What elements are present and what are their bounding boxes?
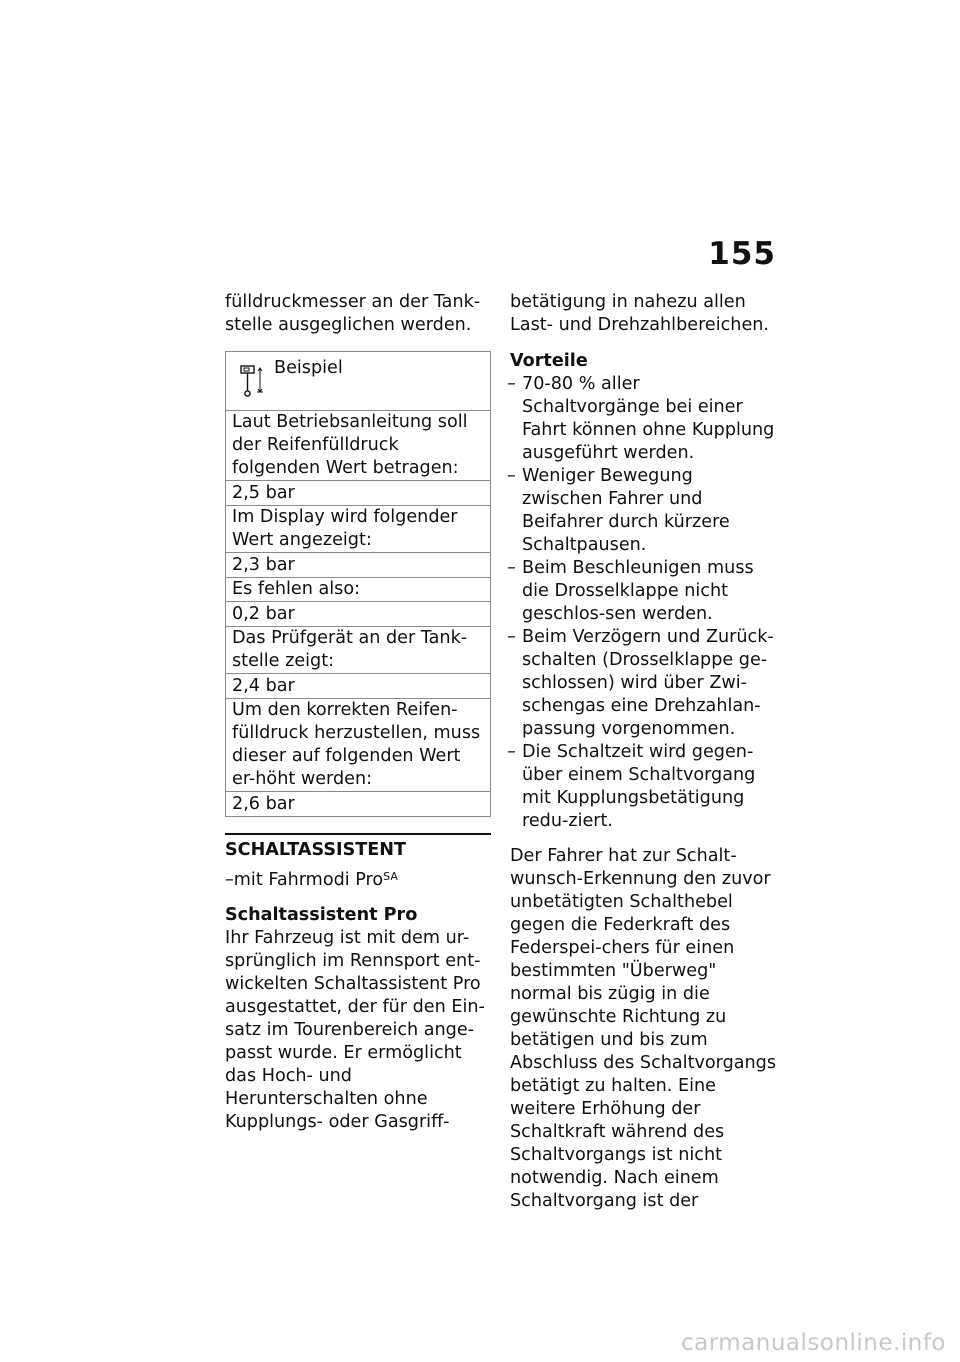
list-item-text: Weniger Bewegung zwischen Fahrer und Beifahrer durch kürzere Schaltpausen. [522, 466, 730, 555]
example-value: 2,3 bar [226, 553, 490, 578]
list-item-text: 70-80 % aller Schaltvorgänge bei einer Fahrt können ohne Kupplung ausgeführt werden. [522, 374, 775, 463]
example-value: 0,2 bar [226, 602, 490, 627]
tire-pressure-gauge-icon [240, 364, 266, 398]
example-value: 2,4 bar [226, 674, 490, 699]
equipment-note-sup: SA [383, 870, 398, 883]
right-column [507, 291, 778, 1213]
right-intro-text: betätigung in nahezu allen Last- und Drehzahlbereichen. [510, 292, 770, 335]
example-row: Es fehlen also: [226, 578, 490, 602]
list-item-text: Beim Beschleunigen muss die Drosselklappe nicht geschlos-sen werden. [522, 558, 754, 624]
section-divider [225, 833, 491, 835]
list-item: – Die Schaltzeit wird gegen-über einem Schaltvorgang mit Kupplungsbetätigung redu-ziert. [507, 742, 756, 831]
left-body-text: Ihr Fahrzeug ist mit dem ur-sprünglich im Rennsport ent-wickelten Schaltassistent Pro ausgestattet, der für den Ein-satz im Tourenbereich ange-passt wurde. Er ermöglicht das Hoch- und Herunterschalten ohne Kupplungs- oder Gasgriff- [225, 928, 485, 1132]
watermark: carmanualsonline.info [680, 1330, 946, 1356]
list-item-text: Beim Verzögern und Zurück-schalten (Drosselklappe ge-schlossen) wird über Zwi-schengas eine Drehzahlan-passung vorgenommen. [522, 627, 774, 739]
left-column [225, 291, 491, 1134]
list-item: – Beim Beschleunigen muss die Drosselklappe nicht geschlos-sen werden. [507, 558, 754, 624]
list-item: – 70-80 % aller Schaltvorgänge bei einer Fahrt können ohne Kupplung ausgeführt werden. [507, 374, 775, 463]
list-item: – Beim Verzögern und Zurück-schalten (Drosselklappe ge-schlossen) wird über Zwi-schengas eine Drehzahlan-passung vorgenommen. [507, 627, 774, 739]
page-number: 155 [708, 236, 776, 272]
left-intro-text: fülldruckmesser an der Tank-stelle ausgeglichen werden. [225, 292, 481, 335]
example-title: Beispiel [274, 358, 343, 378]
example-header [226, 352, 490, 411]
subsection-title: Schaltassistent Pro [225, 905, 418, 925]
section-title: SCHALTASSISTENT [225, 840, 406, 860]
example-box [225, 351, 491, 817]
list-item-text: Die Schaltzeit wird gegen-über einem Schaltvorgang mit Kupplungsbetätigung redu-ziert. [522, 742, 756, 831]
equipment-note [225, 869, 491, 892]
example-value: 2,5 bar [226, 481, 490, 506]
advantages-list [507, 373, 778, 833]
equipment-note-text: –mit Fahrmodi Pro [225, 870, 384, 890]
example-row: Im Display wird folgender Wert angezeigt: [226, 506, 490, 553]
example-value: 2,6 bar [232, 794, 295, 814]
advantages-title: Vorteile [510, 351, 588, 371]
example-row: Um den korrekten Reifen-fülldruck herzustellen, muss dieser auf folgenden Wert er-höht werden: [226, 699, 490, 792]
right-body-text: Der Fahrer hat zur Schalt-wunsch-Erkennung den zuvor unbetätigten Schalthebel gegen die Federkraft des Federspei-chers für einen bestimmten "Überweg" normal bis zügig in die gewünschte Richtung zu betätigen und bis zum Abschluss des Schaltvorgangs betätigt zu halten. Eine weitere Erhöhung der Schaltkraft während des Schaltvorgangs ist nicht notwendig. Nach einem Schaltvorgang ist der [510, 846, 777, 1211]
list-item: – Weniger Bewegung zwischen Fahrer und Beifahrer durch kürzere Schaltpausen. [507, 466, 730, 555]
example-row: Laut Betriebsanleitung soll der Reifenfülldruck folgenden Wert betragen: [226, 411, 490, 481]
example-row: Das Prüfgerät an der Tank-stelle zeigt: [226, 627, 490, 674]
